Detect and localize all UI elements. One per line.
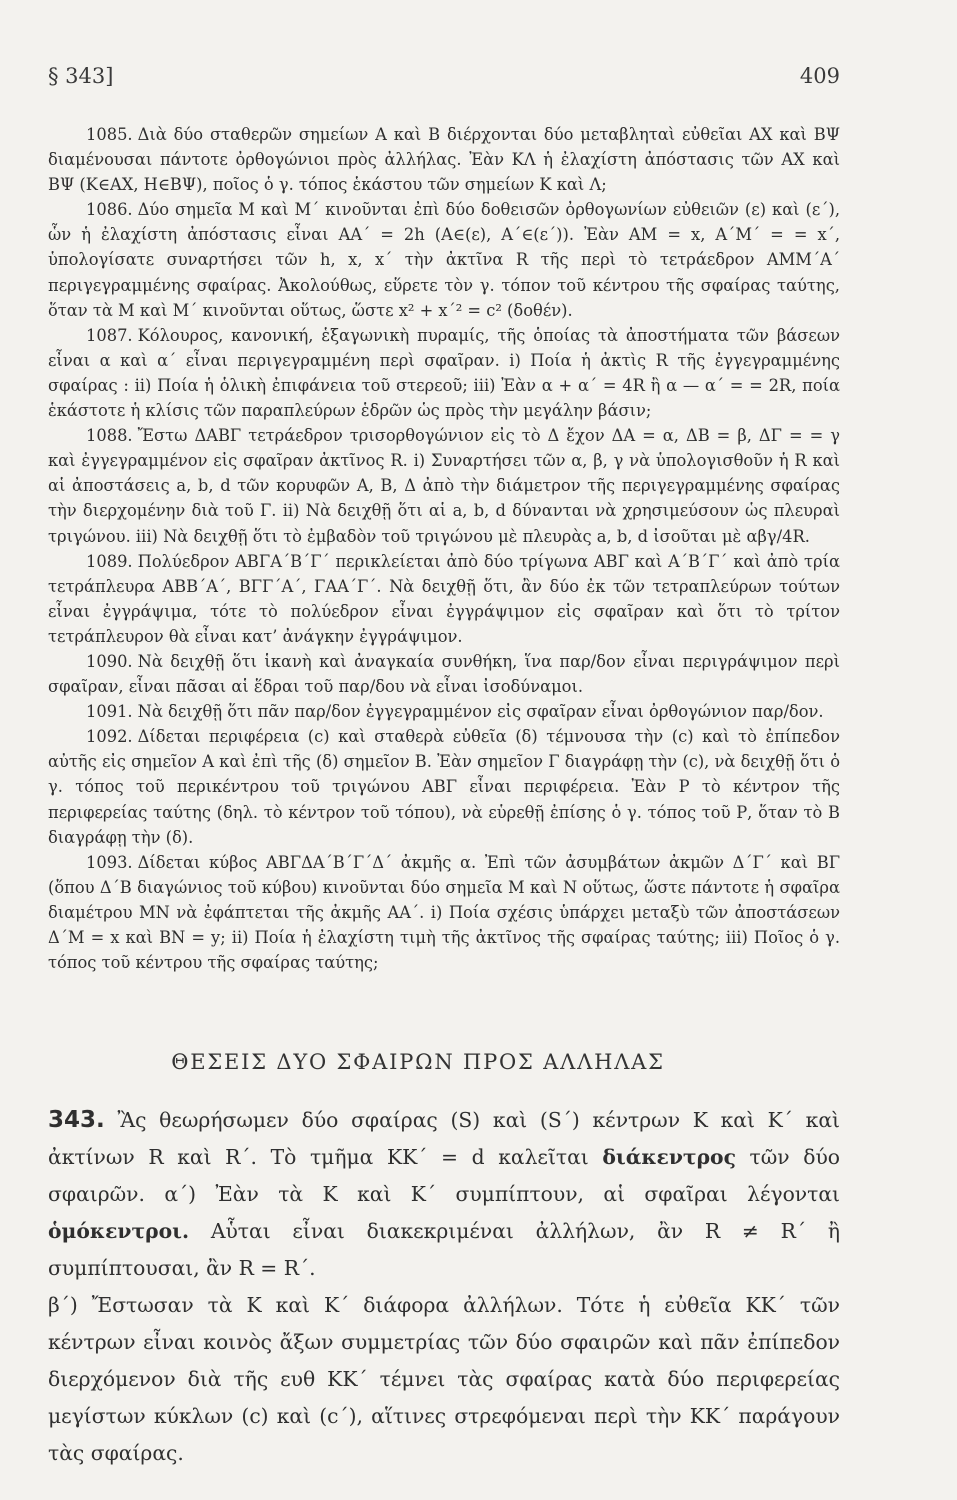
exercise-number: 1092. bbox=[86, 727, 133, 747]
exercise-text: Κόλουρος, κανονική, ἑξαγωνικὴ πυραμίς, τῆς ὁποίας τὰ ἀποστήματα τῶν βάσεων εἶναι α καὶ α΄ εἶναι περιγεγραμμένη περὶ σφαῖραν. i) Ποία ἡ ἀκτὶς R τῆς ἐγγεγραμμένης σφαίρας : ii) Ποία ἡ ὁλικὴ ἐπιφάνεια τοῦ στερεοῦ; iii) Ἐὰν α + α΄ = 4R ἢ α — α΄ = = 2R, ποία ἑκάστοτε ἡ κλίσις τῶν παραπλεύρων ἑδρῶν ὡς πρὸς τὴν μεγάλην βάσιν; bbox=[48, 325, 840, 421]
exercise-1085 bbox=[48, 122, 840, 197]
exercise-number: 1093. bbox=[86, 852, 133, 872]
page-number: 409 bbox=[799, 64, 840, 88]
exercise-number: 1088. bbox=[86, 426, 133, 446]
section-number: 343. bbox=[48, 1107, 105, 1133]
exercise-text: Διὰ δύο σταθερῶν σημείων Α καὶ Β διέρχονται δύο μεταβληταὶ εὐθεῖαι ΑΧ καὶ ΒΨ διαμένουσαι πάντοτε ὀρθογώνιοι πρὸς ἀλλήλας. Ἐὰν ΚΛ ἡ ἐλαχίστη ἀπόστασις τῶν ΑΧ καὶ ΒΨ (Κ∈ΑΧ, Η∈ΒΨ), ποῖος ὁ γ. τόπος ἑκάστου τῶν σημείων Κ καὶ Λ; bbox=[48, 125, 840, 195]
exercise-number: 1087. bbox=[86, 325, 133, 345]
term-diakentros: διάκεντρος bbox=[602, 1145, 736, 1169]
exercise-1092 bbox=[48, 724, 840, 849]
section-reference: § 343] bbox=[48, 64, 114, 88]
section-text-1a: Ἂς θεωρήσωμεν δύο σφαίρας (S) καὶ (S΄) κέντρων Κ καὶ Κ΄ καὶ ἀκτίνων R καὶ R΄. Τὸ τμῆμα ΚΚ΄ = d καλεῖται bbox=[48, 1108, 840, 1169]
section-343-body bbox=[48, 1102, 840, 1472]
exercise-text: Δίδεται περιφέρεια (c) καὶ σταθερὰ εὐθεῖα (δ) τέμνουσα τὴν (c) καὶ τὸ ἐπίπεδον αὐτῆς εἰς σημεῖον Α καὶ ἐπὶ τῆς (δ) σημεῖον Β. Ἐὰν σημεῖον Γ διαγράφῃ τὴν (c), νὰ δειχθῇ ὅτι ὁ γ. τόπος τοῦ περικέντρου τοῦ τριγώνου ΑΒΓ εἶναι περιφέρεια. Ἐὰν Ρ τὸ κέντρον τῆς περιφερείας ταύτης (δηλ. τὸ κέντρον τοῦ τόπου), νὰ εὑρεθῇ ἐπίσης ὁ γ. τόπος τοῦ Ρ, ὅταν τὸ Β διαγράφῃ τὴν (δ). bbox=[48, 727, 840, 847]
exercise-1089 bbox=[48, 549, 840, 649]
exercise-text: Ἔστω ΔΑΒΓ τετράεδρον τρισορθογώνιον εἰς τὸ Δ ἔχον ΔΑ = α, ΔΒ = β, ΔΓ = = γ καὶ ἐγγεγραμμένον εἰς σφαῖραν ἀκτῖνος R. i) Συναρτήσει τῶν α, β, γ νὰ ὑπολογισθοῦν ἡ R καὶ αἱ ἀποστάσεις a, b, d τῶν κορυφῶν Α, Β, Δ ἀπὸ τὴν διάμετρον τῆς περιγεγραμμένης σφαίρας τὴν διερχομένην διὰ τοῦ Γ. ii) Νὰ δειχθῇ ὅτι αἱ a, b, d δύνανται νὰ χρησιμεύσουν ὡς πλευραὶ τριγώνου. iii) Νὰ δειχθῇ ὅτι τὸ ἐμβαδὸν τοῦ τριγώνου μὲ πλευρὰς a, b, d ἰσοῦται μὲ αβγ/4R. bbox=[48, 426, 840, 546]
exercise-1090 bbox=[48, 649, 840, 699]
exercise-number: 1085. bbox=[86, 125, 133, 144]
exercise-1091 bbox=[48, 699, 840, 724]
exercise-list bbox=[48, 122, 840, 975]
exercise-text: Πολύεδρον ΑΒΓΑ΄Β΄Γ΄ περικλείεται ἀπὸ δύο τρίγωνα ΑΒΓ καὶ Α΄Β΄Γ΄ καὶ ἀπὸ τρία τετράπλευρα ΑΒΒ΄Α΄, ΒΓΓ΄Α΄, ΓΑΑ΄Γ΄. Νὰ δειχθῇ ὅτι, ἂν δύο ἐκ τῶν τετραπλεύρων τούτων εἶναι ἐγγράψιμα, τότε τὸ πολύεδρον εἶναι ἐγγράψιμον εἰς σφαῖραν καὶ ὅτι τὸ τρίτον τετράπλευρον θὰ εἶναι κατ’ ἀνάγκην ἐγγράψιμον. bbox=[48, 551, 840, 646]
exercise-number: 1090. bbox=[86, 651, 133, 671]
exercise-1088 bbox=[48, 423, 840, 548]
term-omokentroi: ὁμόκεντροι. bbox=[48, 1219, 190, 1243]
exercise-text: Νὰ δειχθῇ ὅτι ἱκανὴ καὶ ἀναγκαία συνθήκη, ἵνα παρ/δον εἶναι περιγράψιμον περὶ σφαῖραν, εἶναι πᾶσαι αἱ ἕδραι τοῦ παρ/δου νὰ εἶναι ἰσοδύναμοι. bbox=[48, 651, 840, 697]
exercise-number: 1091. bbox=[86, 702, 133, 722]
section-text-1c: Αὗται εἶναι διακεκριμέναι ἀλλήλων, ἂν R ≠ R΄ ἢ συμπίπτουσαι, ἂν R = R΄. bbox=[48, 1219, 840, 1280]
exercise-text: Δίδεται κύβος ΑΒΓΔΑ΄Β΄Γ΄Δ΄ ἀκμῆς α. Ἐπὶ τῶν ἀσυμβάτων ἀκμῶν Δ΄Γ΄ καὶ ΒΓ (ὅπου Δ΄Β διαγώνιος τοῦ κύβου) κινοῦνται δύο σημεῖα Μ καὶ Ν οὕτως, ὥστε πάντοτε ἡ σφαῖρα διαμέτρου ΜΝ νὰ ἐφάπτεται τῆς ἀκμῆς ΑΑ΄. i) Ποία σχέσις ὑπάρχει μεταξὺ τῶν ἀποστάσεων Δ΄Μ = x καὶ ΒΝ = y; ii) Ποία ἡ ἐλαχίστη τιμὴ τῆς ἀκτῖνος τῆς σφαίρας ταύτης; iii) Ποῖος ὁ γ. τόπος τοῦ κέντρου τῆς σφαίρας ταύτης; bbox=[48, 852, 840, 973]
exercise-1087 bbox=[48, 323, 840, 423]
exercise-number: 1086. bbox=[86, 200, 133, 220]
section-heading: ΘΕΣΕΙΣ ΔΥΟ ΣΦΑΙΡΩΝ ΠΡΟΣ ΑΛΛΗΛΑΣ bbox=[171, 1050, 665, 1074]
exercise-text: Δύο σημεῖα Μ καὶ Μ΄ κινοῦνται ἐπὶ δύο δοθεισῶν ὀρθογωνίων εὐθειῶν (ε) καὶ (ε΄), ὧν ἡ ἐλαχίστη ἀπόστασις εἶναι ΑΑ΄ = 2h (Α∈(ε), Α΄∈(ε΄)). Ἐὰν ΑΜ = x, Α΄Μ΄ = = x΄, ὑπολογίσατε συναρτήσει τῶν h, x, x΄ τὴν ἀκτῖνα R τῆς περὶ τὸ τετράεδρον ΑΜΜ΄Α΄ περιγεγραμμένης σφαίρας. Ἀκολούθως, εὕρετε τὸν γ. τόπον τοῦ κέντρου τῆς σφαίρας ταύτης, ὅταν τὰ Μ καὶ Μ΄ κινοῦνται οὕτως, ὥστε x² + x΄² = c² (δοθέν). bbox=[48, 200, 840, 320]
exercise-1093 bbox=[48, 850, 840, 975]
exercise-number: 1089. bbox=[86, 551, 133, 571]
exercise-text: Νὰ δειχθῇ ὅτι πᾶν παρ/δον ἐγγεγραμμένον εἰς σφαῖραν εἶναι ὀρθογώνιον παρ/δον. bbox=[137, 702, 824, 722]
running-head bbox=[48, 64, 840, 88]
exercise-1086 bbox=[48, 197, 840, 322]
section-paragraph-2: β΄) Ἔστωσαν τὰ Κ καὶ Κ΄ διάφορα ἀλλήλων. Τότε ἡ εὐθεῖα ΚΚ΄ τῶν κέντρων εἶναι κοινὸς ἄξων συμμετρίας τῶν δύο σφαιρῶν καὶ πᾶν ἐπίπεδον διερχόμενον διὰ τῆς ευθ ΚΚ΄ τέμνει τὰς σφαίρας κατὰ δύο περιφερείας μεγίστων κύκλων (c) καὶ (c΄), αἵτινες στρεφόμεναι περὶ τὴν ΚΚ΄ παράγουν τὰς σφαίρας. bbox=[48, 1293, 840, 1465]
section-text-1b: τῶν δύο σφαιρῶν. α΄) Ἐὰν τὰ Κ καὶ Κ΄ συμπίπτουν, αἱ σφαῖραι λέγονται bbox=[48, 1145, 840, 1206]
section-paragraph-1 bbox=[48, 1102, 840, 1287]
